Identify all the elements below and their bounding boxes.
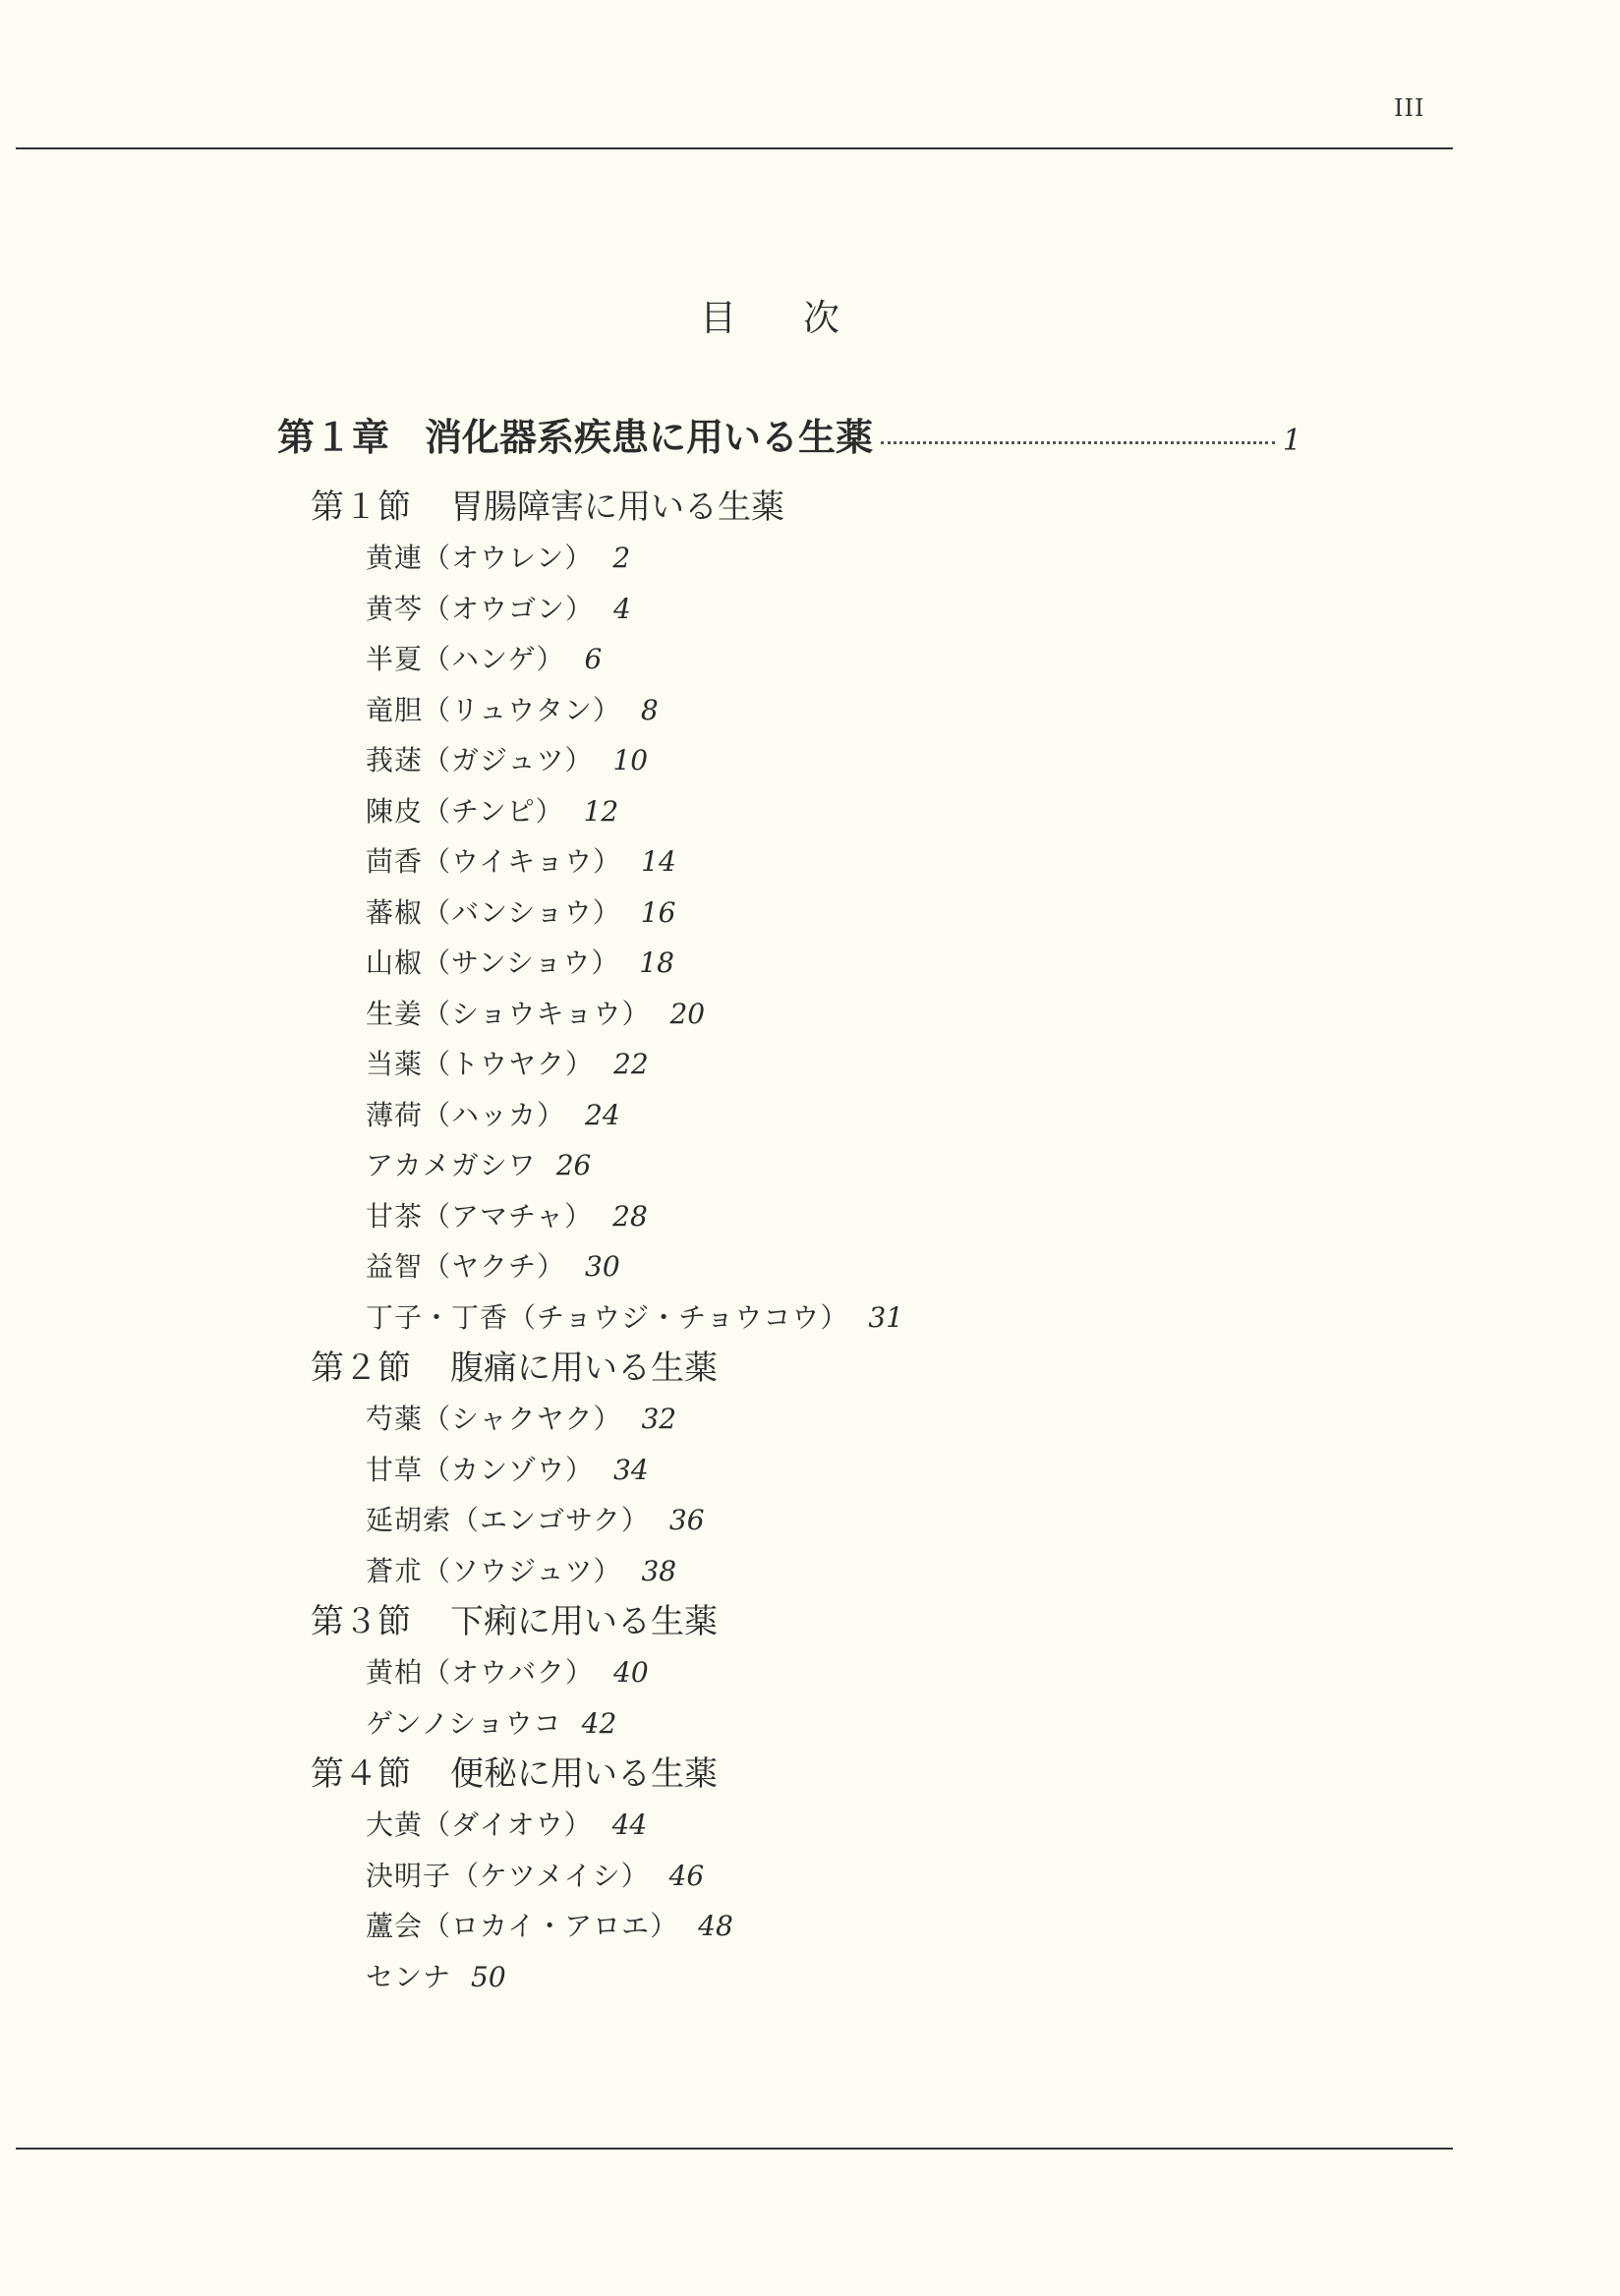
entry-page: 2 (612, 542, 631, 574)
toc-entry[interactable] (366, 1647, 1620, 1698)
toc-entry[interactable] (366, 1952, 1620, 2003)
entry-name: 半夏（ハンゲ） (366, 643, 565, 675)
entry-name: アカメガシワ (366, 1149, 537, 1181)
footer-rule (16, 2148, 1453, 2150)
entry-page: 40 (613, 1656, 649, 1689)
toc-entry[interactable] (366, 1394, 1620, 1445)
section-label: 第３節 (311, 1602, 411, 1641)
dot-leader (881, 441, 1275, 444)
entry-name: 陳皮（チンピ） (366, 794, 564, 828)
toc-entry[interactable] (366, 836, 1620, 888)
toc-entry[interactable] (366, 1090, 1620, 1141)
entry-page: 31 (868, 1300, 903, 1334)
section-heading[interactable] (311, 1343, 1620, 1394)
entry-name: 決明子（ケツメイシ） (366, 1859, 650, 1892)
entry-page: 4 (613, 592, 631, 625)
section-label: 第４節 (311, 1754, 411, 1794)
entry-name: 莪蒁（ガジュツ） (366, 744, 594, 776)
entry-page: 26 (555, 1149, 592, 1181)
entry-name: 茴香（ウイキョウ） (366, 845, 622, 878)
entry-page: 44 (611, 1808, 648, 1841)
entry-page: 18 (639, 947, 674, 979)
toc-entry[interactable] (366, 1800, 1620, 1851)
entry-name: 益智（ヤクチ） (366, 1250, 566, 1283)
entry-page: 20 (669, 997, 706, 1030)
section-title: 下痢に用いる生薬 (450, 1602, 718, 1641)
section-title: 腹痛に用いる生薬 (450, 1349, 718, 1388)
toc-entry[interactable] (366, 888, 1620, 939)
toc-entry[interactable] (366, 1851, 1620, 1902)
chapter-page: 1 (1282, 424, 1302, 458)
section-heading[interactable] (311, 482, 1620, 533)
entry-name: 山椒（サンショウ） (366, 947, 620, 979)
toc-entry[interactable] (366, 786, 1620, 837)
entry-name: 黄柏（オウバク） (366, 1656, 595, 1689)
chapter-label: 第１章 (277, 416, 390, 459)
entry-page: 46 (668, 1859, 705, 1892)
toc-entry[interactable] (366, 1039, 1620, 1090)
toc-entry[interactable] (366, 1241, 1620, 1292)
entry-page: 36 (668, 1504, 705, 1536)
entry-page: 28 (612, 1199, 648, 1233)
toc-entry[interactable] (366, 1140, 1620, 1191)
chapter-title: 消化器系疾患に用いる生薬 (425, 416, 874, 459)
toc-entry[interactable] (366, 1292, 1620, 1344)
toc-entry[interactable] (366, 533, 1620, 584)
toc-entry[interactable] (366, 1698, 1620, 1750)
entry-page: 32 (641, 1403, 677, 1435)
entry-name: ゲンノショウコ (366, 1706, 562, 1740)
toc-entry[interactable] (366, 938, 1620, 989)
entry-page: 34 (613, 1453, 649, 1486)
entry-page: 48 (698, 1910, 733, 1942)
section-title: 便秘に用いる生薬 (450, 1754, 718, 1794)
entry-page: 24 (585, 1098, 620, 1131)
toc-list (0, 482, 1620, 2002)
header-rule (16, 147, 1453, 149)
entry-name: 大黄（ダイオウ） (366, 1808, 593, 1841)
section-heading[interactable] (311, 1596, 1620, 1647)
entry-name: 黄連（オウレン） (366, 542, 594, 574)
entry-name: 芍薬（シャクヤク） (366, 1403, 622, 1435)
entry-name: 蒼朮（ソウジュツ） (366, 1554, 622, 1587)
toc-entry[interactable] (366, 584, 1620, 635)
toc-entry[interactable] (366, 989, 1620, 1040)
entry-name: 蘆会（ロカイ・アロエ） (366, 1910, 679, 1942)
entry-page: 8 (640, 693, 659, 726)
entry-name: 蕃椒（バンショウ） (366, 895, 621, 929)
toc-title: 目次 (700, 297, 906, 339)
toc-entry[interactable] (366, 685, 1620, 736)
section-label: 第１節 (311, 488, 411, 527)
entry-name: 黄芩（オウゴン） (366, 592, 595, 625)
toc-entry[interactable] (366, 1191, 1620, 1242)
toc-entry[interactable] (366, 735, 1620, 786)
toc-entry[interactable] (366, 1495, 1620, 1546)
entry-page: 6 (584, 643, 603, 675)
entry-name: 丁子・丁香（チョウジ・チョウコウ） (366, 1300, 849, 1334)
toc-entry[interactable] (366, 1445, 1620, 1496)
entry-page: 42 (581, 1706, 617, 1740)
section-heading[interactable] (311, 1749, 1620, 1800)
entry-name: 竜胆（リュウタン） (366, 693, 621, 726)
entry-name: 甘草（カンゾウ） (366, 1453, 595, 1486)
toc-entry[interactable] (366, 634, 1620, 685)
entry-page: 22 (613, 1048, 649, 1080)
entry-name: 生姜（ショウキョウ） (366, 997, 651, 1030)
section-label: 第２節 (311, 1349, 411, 1388)
section-title: 胃腸障害に用いる生薬 (450, 488, 784, 527)
chapter-heading[interactable] (277, 407, 1302, 461)
entry-name: 甘茶（アマチャ） (366, 1199, 594, 1233)
entry-page: 38 (641, 1554, 677, 1587)
toc-entry[interactable] (366, 1546, 1620, 1597)
entry-page: 50 (471, 1960, 506, 1993)
entry-page: 30 (585, 1250, 620, 1283)
entry-page: 14 (641, 845, 676, 878)
entry-name: センナ (366, 1960, 452, 1993)
entry-name: 当薬（トウヤク） (366, 1048, 595, 1080)
toc-entry[interactable] (366, 1901, 1620, 1952)
entry-page: 16 (640, 895, 676, 929)
entry-page: 10 (612, 744, 649, 776)
entry-name: 薄荷（ハッカ） (366, 1098, 566, 1131)
page-folio: III (1394, 94, 1425, 122)
entry-page: 12 (583, 794, 619, 828)
entry-name: 延胡索（エンゴサク） (366, 1504, 650, 1536)
